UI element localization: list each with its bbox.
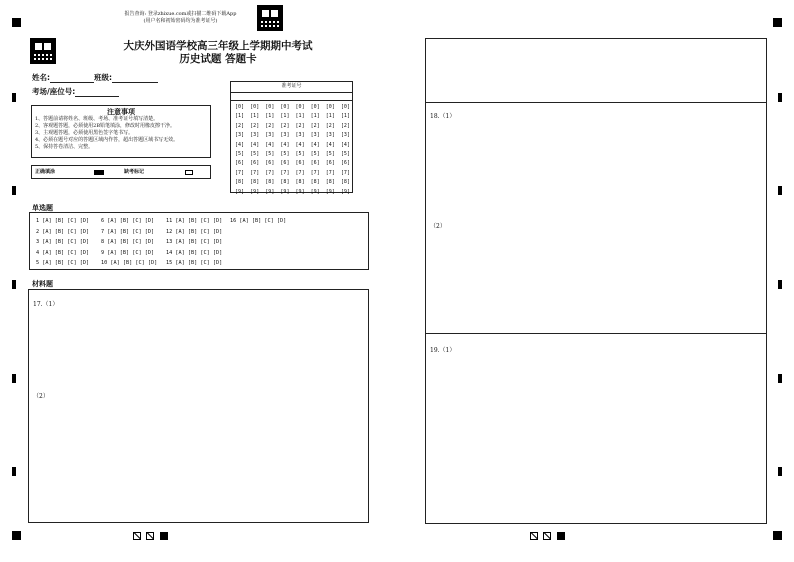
- exam-id-column: [323, 103, 337, 197]
- exam-id-bubble[interactable]: [7]: [280, 169, 290, 176]
- exam-id-bubble[interactable]: [9]: [235, 188, 245, 195]
- room-seat-label: 考场/座位号:: [32, 87, 76, 96]
- exam-id-bubble[interactable]: [8]: [325, 179, 335, 186]
- exam-id-bubble[interactable]: [5]: [340, 151, 350, 158]
- choice-question[interactable]: 13 [A] [B] [C] [D]: [166, 239, 223, 245]
- exam-id-digit-grid: [232, 103, 353, 195]
- exam-id-bubble[interactable]: [3]: [265, 132, 275, 139]
- timing-mark: [12, 467, 16, 476]
- exam-id-bubble[interactable]: [7]: [235, 169, 245, 176]
- notice-item: 2、客观题答题，必须使用2B铅笔填涂，修改时用橡皮擦干净。: [35, 123, 176, 129]
- report-note: [108, 11, 253, 25]
- exam-id-bubble[interactable]: [7]: [250, 169, 260, 176]
- timing-mark: [778, 93, 782, 102]
- timing-mark: [778, 374, 782, 383]
- name-field[interactable]: [50, 75, 94, 83]
- choice-question[interactable]: 4 [A] [B] [C] [D]: [36, 249, 90, 256]
- absent-mark-label: 缺考标记: [124, 169, 145, 175]
- exam-id-bubble[interactable]: [6]: [250, 160, 260, 167]
- exam-id-bubble[interactable]: [8]: [235, 179, 245, 186]
- choice-question[interactable]: 6 [A] [B] [C] [D]: [101, 218, 155, 224]
- exam-id-bubble[interactable]: [1]: [265, 113, 275, 120]
- exam-id-bubble[interactable]: [1]: [280, 113, 290, 120]
- q19-part1-label: 19.（1）: [430, 347, 456, 354]
- exam-id-bubble[interactable]: [9]: [325, 188, 335, 195]
- card-qr-code-icon: [30, 38, 56, 64]
- exam-id-bubble[interactable]: [2]: [280, 122, 290, 129]
- exam-id-bubble[interactable]: [4]: [235, 141, 245, 148]
- exam-id-bubble[interactable]: [9]: [295, 188, 305, 195]
- exam-id-bubble[interactable]: [3]: [280, 132, 290, 139]
- room-info: [32, 86, 119, 97]
- material-heading: 材料题: [32, 280, 53, 288]
- exam-id-bubble[interactable]: [4]: [310, 141, 320, 148]
- exam-id-bubble[interactable]: [5]: [235, 151, 245, 158]
- choice-question[interactable]: 2 [A] [B] [C] [D]: [36, 228, 90, 235]
- exam-id-bubble[interactable]: [3]: [295, 132, 305, 139]
- single-choice-heading: 单选题: [32, 204, 53, 212]
- notice-item: 3、主观题答题，必须使用黑色签字笔书写。: [35, 130, 134, 136]
- exam-id-bubble[interactable]: [9]: [310, 188, 320, 195]
- q18-part1-label: 18.（1）: [430, 113, 456, 120]
- notice-heading: 注意事项: [107, 108, 135, 116]
- q17-part1-label: 17.（1）: [33, 301, 59, 308]
- exam-id-bubble[interactable]: [6]: [295, 160, 305, 167]
- exam-id-bubble[interactable]: [0]: [295, 104, 305, 110]
- exam-id-heading: 准考证号: [281, 83, 302, 89]
- exam-id-bubble[interactable]: [5]: [265, 151, 275, 158]
- exam-id-bubble[interactable]: [4]: [250, 141, 260, 148]
- exam-id-bubble[interactable]: [2]: [295, 122, 305, 129]
- exam-id-bubble[interactable]: [1]: [250, 113, 260, 120]
- right-answer-column: [425, 38, 767, 524]
- exam-id-bubble[interactable]: [4]: [325, 141, 335, 148]
- choice-question[interactable]: 16 [A] [B] [C] [D]: [230, 218, 287, 224]
- notice-box: [31, 105, 211, 158]
- page-footer-mark: [133, 532, 141, 540]
- timing-mark: [778, 467, 782, 476]
- exam-id-bubble[interactable]: [6]: [235, 160, 245, 167]
- corner-mark-tr: [773, 18, 782, 27]
- page-footer-mark: [543, 532, 551, 540]
- exam-id-column: [278, 103, 292, 197]
- answer-area-18[interactable]: [426, 102, 766, 334]
- room-seat-field[interactable]: [75, 89, 119, 97]
- exam-id-bubble[interactable]: [9]: [265, 188, 275, 195]
- choice-question[interactable]: 1 [A] [B] [C] [D]: [36, 218, 90, 224]
- exam-id-bubble[interactable]: [3]: [310, 132, 320, 139]
- timing-mark: [12, 186, 16, 195]
- fill-example-box: [31, 165, 211, 179]
- choice-question[interactable]: 8 [A] [B] [C] [D]: [101, 239, 155, 245]
- exam-id-bubble[interactable]: [8]: [295, 179, 305, 186]
- exam-id-bubble[interactable]: [0]: [250, 104, 260, 110]
- corner-mark-tl: [12, 18, 21, 27]
- exam-id-bubble[interactable]: [6]: [325, 160, 335, 167]
- exam-id-column: [338, 103, 352, 197]
- exam-id-bubble[interactable]: [7]: [340, 169, 350, 176]
- corner-mark-bl: [12, 531, 21, 540]
- exam-id-bubble[interactable]: [0]: [310, 104, 320, 110]
- exam-id-bubble[interactable]: [8]: [340, 179, 350, 186]
- exam-id-bubble[interactable]: [8]: [250, 179, 260, 186]
- exam-id-bubble[interactable]: [5]: [295, 151, 305, 158]
- exam-id-bubble[interactable]: [2]: [235, 122, 245, 129]
- exam-id-bubble[interactable]: [0]: [235, 104, 245, 110]
- correct-fill-sample: [94, 170, 104, 175]
- exam-id-bubble[interactable]: [7]: [295, 169, 305, 176]
- choice-question[interactable]: 3 [A] [B] [C] [D]: [36, 239, 90, 245]
- exam-id-bubble[interactable]: [0]: [280, 104, 290, 110]
- notice-list: [35, 116, 209, 151]
- exam-id-bubble[interactable]: [5]: [250, 151, 260, 158]
- student-info: [32, 72, 158, 83]
- exam-id-bubble[interactable]: [7]: [265, 169, 275, 176]
- exam-id-bubble[interactable]: [9]: [250, 188, 260, 195]
- exam-id-bubble[interactable]: [2]: [325, 122, 335, 129]
- choice-question[interactable]: 7 [A] [B] [C] [D]: [101, 228, 155, 235]
- exam-id-bubble[interactable]: [7]: [310, 169, 320, 176]
- exam-id-column: [308, 103, 322, 197]
- exam-id-bubble[interactable]: [1]: [340, 113, 350, 120]
- exam-id-bubble[interactable]: [9]: [340, 188, 350, 195]
- choice-question[interactable]: 5 [A] [B] [C] [D]: [36, 260, 90, 266]
- page-footer-mark: [160, 532, 168, 540]
- exam-id-bubble[interactable]: [1]: [310, 113, 320, 120]
- exam-id-bubble[interactable]: [4]: [265, 141, 275, 148]
- timing-mark: [12, 374, 16, 383]
- exam-id-bubble[interactable]: [8]: [310, 179, 320, 186]
- exam-id-bubble[interactable]: [6]: [280, 160, 290, 167]
- exam-id-bubble[interactable]: [6]: [265, 160, 275, 167]
- exam-id-bubble[interactable]: [9]: [280, 188, 290, 195]
- exam-id-bubble[interactable]: [3]: [325, 132, 335, 139]
- answer-area-17[interactable]: [28, 289, 369, 523]
- notice-item: 4、必须在题号对应的答题区域内作答，超出答题区域书写无效。: [35, 137, 179, 143]
- exam-id-column: [248, 103, 262, 197]
- exam-id-bubble[interactable]: [6]: [310, 160, 320, 167]
- name-label: 姓名:: [32, 73, 50, 82]
- exam-id-bubble[interactable]: [1]: [295, 113, 305, 120]
- exam-id-bubble[interactable]: [5]: [310, 151, 320, 158]
- exam-id-bubble[interactable]: [1]: [235, 113, 245, 120]
- exam-id-bubble[interactable]: [5]: [280, 151, 290, 158]
- exam-id-bubble[interactable]: [0]: [340, 104, 350, 110]
- exam-id-bubble[interactable]: [2]: [310, 122, 320, 129]
- exam-id-bubble[interactable]: [0]: [265, 104, 275, 110]
- choice-question[interactable]: 9 [A] [B] [C] [D]: [101, 249, 155, 256]
- page-footer-mark: [557, 532, 565, 540]
- exam-id-bubble[interactable]: [3]: [250, 132, 260, 139]
- class-field[interactable]: [112, 75, 158, 83]
- page-footer-mark: [530, 532, 538, 540]
- notice-item: 1、答题前请将姓名、班级、考场、准考证号填写清楚。: [35, 116, 159, 122]
- correct-fill-label: 正确填涂: [35, 169, 56, 175]
- choice-question[interactable]: 11 [A] [B] [C] [D]: [166, 218, 223, 224]
- timing-mark: [778, 280, 782, 289]
- exam-id-input-row: [231, 92, 352, 101]
- timing-mark: [12, 280, 16, 289]
- page-footer-mark: [146, 532, 154, 540]
- notice-item: 5、保持答卷清洁、完整。: [35, 144, 94, 150]
- exam-id-column: [263, 103, 277, 197]
- choice-question[interactable]: 10 [A] [B] [C] [D]: [101, 260, 158, 266]
- exam-id-column: [233, 103, 247, 197]
- choice-area: [30, 213, 368, 269]
- exam-id-bubble[interactable]: [6]: [340, 160, 350, 167]
- choice-question[interactable]: 12 [A] [B] [C] [D]: [166, 228, 223, 235]
- exam-id-bubble[interactable]: [3]: [235, 132, 245, 139]
- answer-area-top[interactable]: [426, 39, 766, 103]
- exam-id-bubble[interactable]: [2]: [340, 122, 350, 129]
- exam-id-bubble[interactable]: [3]: [340, 132, 350, 139]
- q18-part2-label: （2）: [430, 223, 446, 230]
- exam-id-bubble[interactable]: [0]: [325, 104, 335, 110]
- report-note-line1: 报告查询: 登录zhixue.com或扫描二维码下载App: [124, 11, 237, 17]
- exam-id-bubble[interactable]: [8]: [265, 179, 275, 186]
- q17-part2-label: （2）: [33, 393, 49, 400]
- exam-id-bubble[interactable]: [1]: [325, 113, 335, 120]
- exam-id-bubble[interactable]: [8]: [280, 179, 290, 186]
- exam-id-bubble[interactable]: [4]: [280, 141, 290, 148]
- exam-title: 大庆外国语学校高三年级上学期期中考试: [123, 40, 313, 52]
- absent-mark-checkbox[interactable]: [185, 170, 193, 175]
- exam-id-bubble[interactable]: [2]: [250, 122, 260, 129]
- exam-id-column: [293, 103, 307, 197]
- single-choice-box: [29, 212, 369, 270]
- app-qr-code-icon: [257, 5, 283, 31]
- corner-mark-br: [773, 531, 782, 540]
- timing-mark: [12, 93, 16, 102]
- exam-id-bubble[interactable]: [4]: [340, 141, 350, 148]
- timing-mark: [778, 186, 782, 195]
- report-note-line2: (用户名和初始密码均为准考证号): [143, 18, 218, 24]
- class-label: 班级:: [94, 73, 112, 82]
- exam-id-bubble[interactable]: [5]: [325, 151, 335, 158]
- exam-subtitle: 历史试题 答题卡: [179, 53, 257, 65]
- exam-id-box: [230, 81, 353, 193]
- choice-question[interactable]: 14 [A] [B] [C] [D]: [166, 249, 223, 256]
- choice-question[interactable]: 15 [A] [B] [C] [D]: [166, 260, 223, 266]
- exam-id-bubble[interactable]: [4]: [295, 141, 305, 148]
- exam-id-bubble[interactable]: [2]: [265, 122, 275, 129]
- exam-id-bubble[interactable]: [7]: [325, 169, 335, 176]
